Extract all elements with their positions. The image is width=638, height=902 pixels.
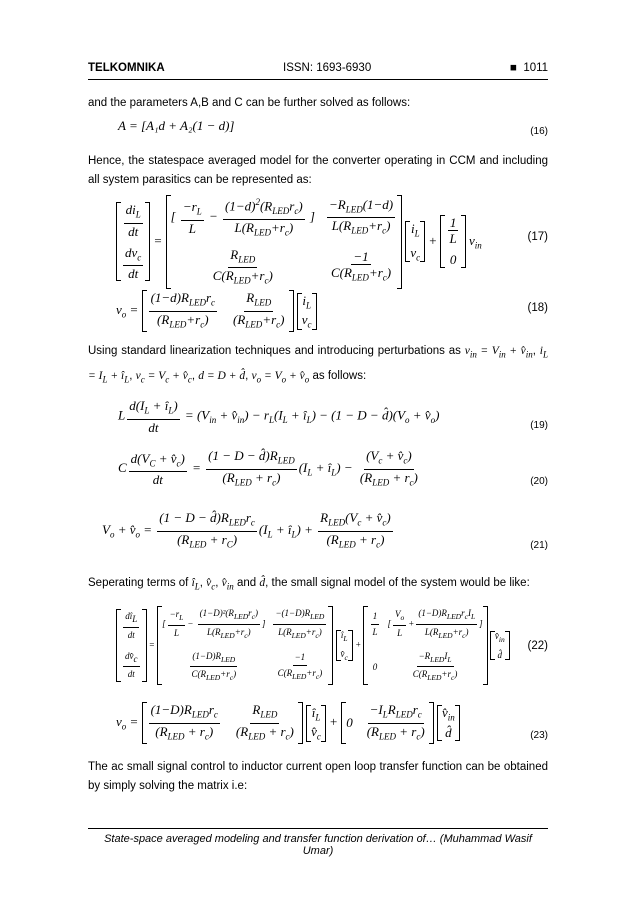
equation-21-number: (21) <box>530 540 548 551</box>
header-rule <box>88 79 548 80</box>
paragraph-5: The ac small signal control to inductor current open loop transfer function can be obtained by simply solving the matrix i.e: <box>88 761 548 792</box>
equation-22-number: (22) <box>527 640 548 652</box>
paragraph-3-end: as follows: <box>312 370 367 383</box>
paragraph-4-start: Seperating terms of <box>88 577 189 589</box>
paragraph-3: Using standard linearization techniques and introducing perturbations as $v_{in} = V_{in}$ + $v̂_{in}$, $i_L = I_L$ + $î_L$, $v_c = V_c$ + $v̂_c$, d = D + d̂, $v_o = V_o$ + $v̂_o$ as follows: <box>88 345 548 385</box>
equation-16-number: (16) <box>530 126 548 137</box>
equation-20-number: (20) <box>530 476 548 487</box>
paragraph-4-and: and <box>237 577 257 589</box>
equation-19: L $\frac{d(I_L + î_L)}{dt}$ = ($V_{in}$ + $v̂_{in}) - r_L(I_L$ + $î_L) - (1 - D$ − $d̂)(V_o$ + $v̂_o$) (19) <box>118 398 548 435</box>
paragraph-4-end: , the small signal model of the system would be like: <box>265 577 530 589</box>
footer-rule <box>88 828 548 829</box>
bullet-icon: ■ <box>510 62 517 74</box>
equation-17: $\frac{di_L}{dt}$ $\frac{dv_c}{dt}$ = [ $\frac{-r_L}{L}$ − $\frac{(1-d)^2(R_{LED}r_c)}{L(R_{LED}+r_c)}$ ] $\frac{-R_{LED}(1-d)}{L(R_{LED}+r_c)}$ $\frac{R_{LED}}{C(R_{LED}+r_c)}$ $\frac{-1}{C(R_{LED}+r_c)}$ $i_L$ $v_c$ + $\frac{1}{L}$ 0 $v_{in}$ (17) <box>88 195 548 287</box>
issn: ISSN: 1693-6930 <box>283 62 372 74</box>
paragraph-1: and the parameters A,B and C can be further solved as follows: <box>88 97 411 109</box>
footer: State-space averaged modeling and transfer function derivation of… (Muhammad Wasif Umar) <box>104 833 532 857</box>
equation-16-body: A = [A₁d + A₂(1 − d)] <box>118 118 235 133</box>
equation-23: $v_o$ = $\frac{(1-D)R_{LED}r_c}{(R_{LED} + r_c)}$ $\frac{R_{LED}}{(R_{LED} + r_c)}$ $î_L$ $v̂_c$ + 0 $\frac{-I_LR_{LED}r_c}{(R_{LED} + r_c)}$ $v̂_{in}$ d̂ (23) <box>88 702 548 746</box>
equation-18-number: (18) <box>527 302 548 314</box>
equation-17-number: (17) <box>527 231 548 243</box>
equation-16 <box>118 118 548 137</box>
page-number-value: 1011 <box>523 62 549 74</box>
equation-19-number: (19) <box>530 420 548 431</box>
equation-22: $\frac{dî_L}{dt}$ $\frac{dv̂_c}{dt}$ = [ $\frac{-r_L}{L}$ − $\frac{(1-D)^2(R_{LED}r_c)}{L(R_{LED}+r_c)}$ ] $\frac{-(1-D)R_{LED}}{L(R_{LED}+r_c)}$ $\frac{(1-D)R_{LED}}{C(R_{LED}+r_c)}$ $\frac{-1}{C(R_{LED}+r_c)}$ $î_L$ $v̂_c$ + $\frac{1}{L}$ [ $\frac{V_o}{L}$ + $\frac{(1-D)R_{LED}r_cI_L}{L(R_{LED}+r_c)}$ ] 0 $\frac{-R_{LED}I_L}{C(R_{LED}+r_c)}$ $v̂_{in}$ d̂ (22) <box>88 606 548 692</box>
equation-23-number: (23) <box>530 730 548 741</box>
journal-name: TELKOMNIKA <box>88 62 165 74</box>
equation-20: C $\frac{d(V_C + v̂_c)}{dt}$ = $\frac{(1 - D - d̂)R_{LED}}{(R_{LED} + r_c)}$ ($I_L$ + $î_L$) − $\frac{(V_c + v̂_c)}{(R_{LED} + r_c)}$ (20) <box>118 448 548 488</box>
paragraph-3-text: Using standard linearization techniques and introducing perturbations as <box>88 345 461 357</box>
page-number <box>510 62 548 74</box>
equation-21: $V_o$ + $v̂_o$ = $\frac{(1 - D - d̂)R_{LED}r_c}{(R_{LED} + r_C)}$ ($I_L$ + $î_L$) + $\frac{R_{LED}(V_c + v̂_c)}{(R_{LED} + r_c)}$ (21) <box>102 510 548 551</box>
paragraph-4: Seperating terms of $î_L$, $v̂_c$, $v̂_{in}$ and d̂, the small signal model of the system would be like: <box>88 577 530 592</box>
equation-18: $v_o$ = $\frac{(1-d)R_{LED}r_c}{(R_{LED}+r_c)}$ $\frac{R_{LED}}{(R_{LED}+r_c)}$ $i_L$ $v_c$ (18) <box>88 290 548 330</box>
paragraph-2: Hence, the statespace averaged model for the converter operating in CCM and including all system parasitics can be represented as: <box>88 155 548 186</box>
